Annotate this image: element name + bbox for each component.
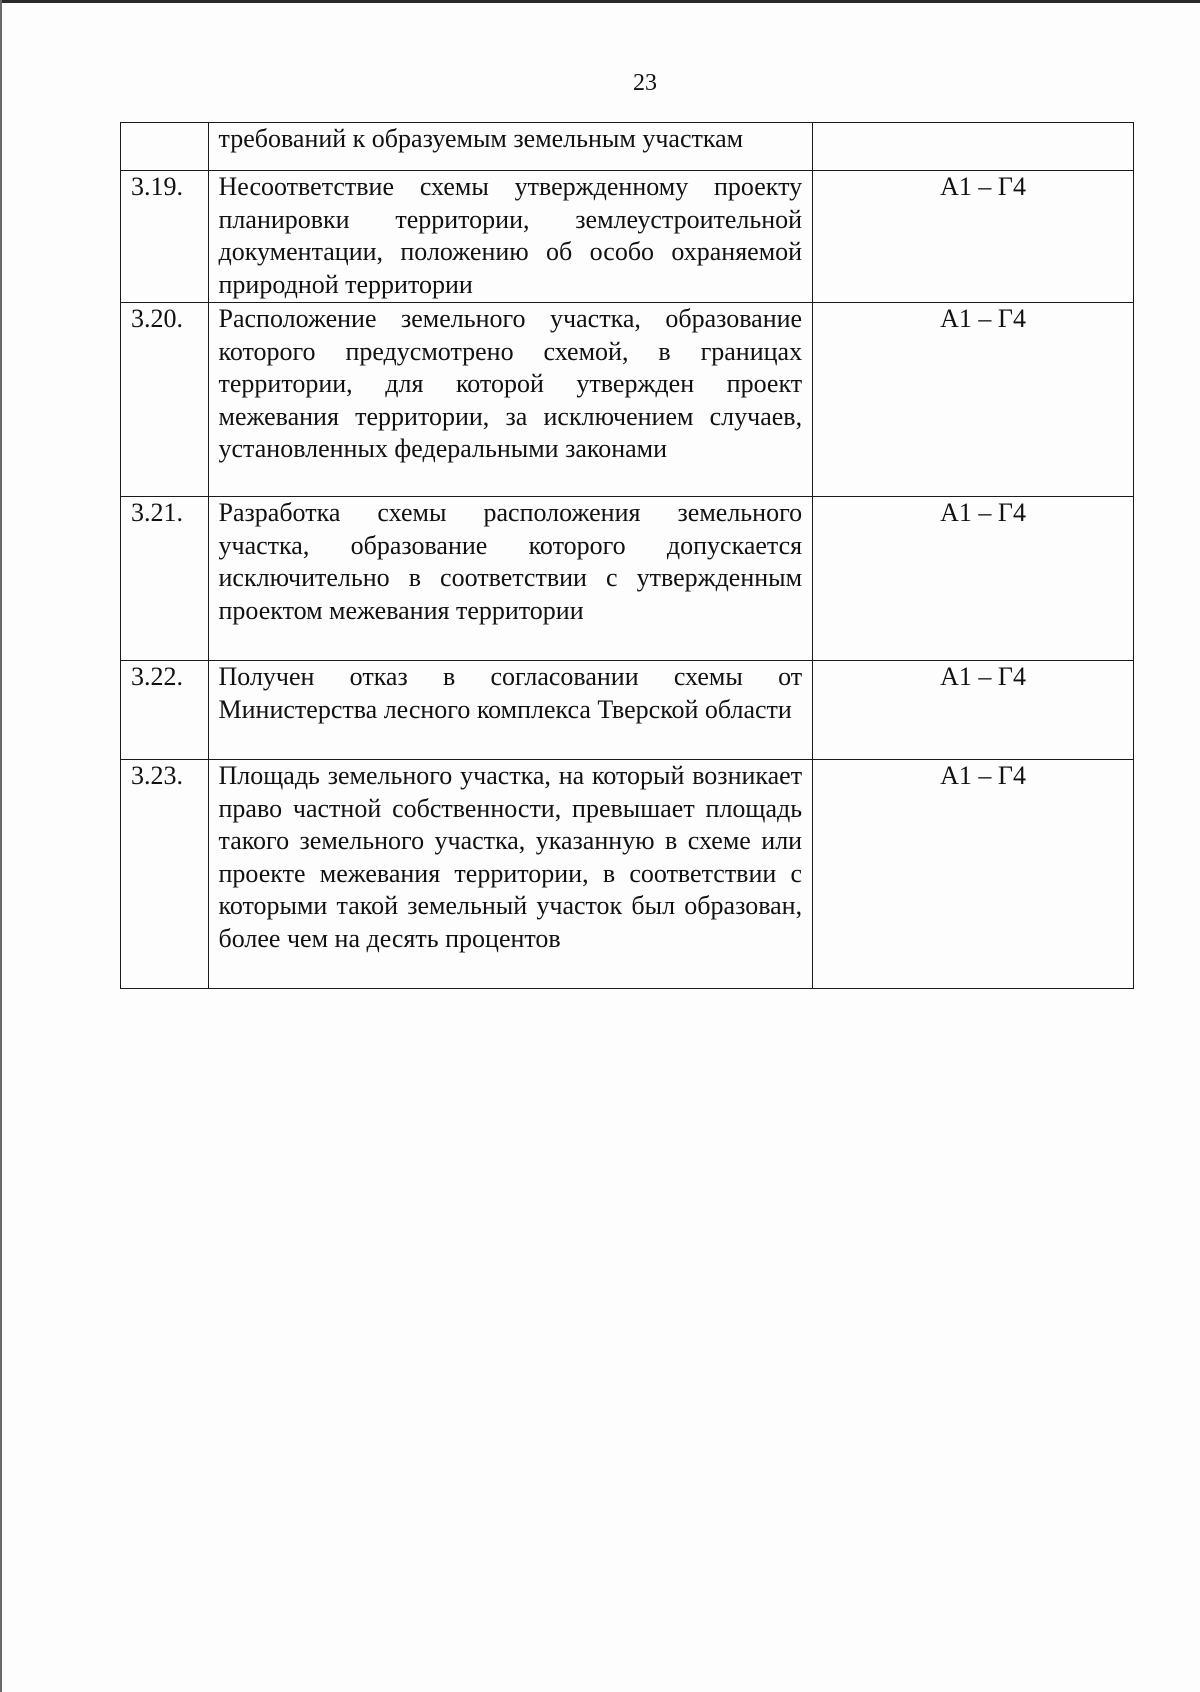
row-code — [813, 661, 1134, 760]
row-code-text: А1 – Г4 — [940, 172, 1026, 201]
row-code — [813, 760, 1134, 989]
row-description: Площадь земельного участка, на который возникает право частной собственности, превышает площадь такого земельного участка, указанную в схеме или проекте межевания территории, в соответствии с которыми такой земельный участок был образован, более чем на десять процентов — [208, 760, 813, 989]
row-description: требований к образуемым земельным участкам — [208, 123, 813, 171]
row-number: 3.21. — [121, 497, 209, 661]
table-row — [121, 661, 1134, 760]
scan-edge-top — [0, 0, 1200, 3]
row-code — [813, 303, 1134, 497]
page-number: 23 — [633, 70, 657, 96]
row-number: 3.20. — [121, 303, 209, 497]
row-number — [121, 123, 209, 171]
row-description: Расположение земельного участка, образование которого предусмотрено схемой, в границах территории, для которой утвержден проект межевания территории, за исключением случаев, установленных федеральными законами — [208, 303, 813, 497]
row-code — [813, 123, 1134, 171]
row-code-text: А1 – Г4 — [940, 304, 1026, 333]
row-number: 3.22. — [121, 661, 209, 760]
row-code — [813, 171, 1134, 303]
table-row — [121, 123, 1134, 171]
row-number: 3.19. — [121, 171, 209, 303]
row-code-text: А1 – Г4 — [940, 498, 1026, 527]
scan-edge-left — [0, 0, 2, 1692]
row-description: Разработка схемы расположения земельного участка, образование которого допускается исключительно в соответствии с утвержденным проектом межевания территории — [208, 497, 813, 661]
table-row — [121, 760, 1134, 989]
row-description: Получен отказ в согласовании схемы от Министерства лесного комплекса Тверской области — [208, 661, 813, 760]
table-row — [121, 497, 1134, 661]
row-code-text: А1 – Г4 — [940, 761, 1026, 790]
row-code-text: А1 – Г4 — [940, 662, 1026, 691]
row-code — [813, 497, 1134, 661]
criteria-table — [120, 122, 1134, 989]
row-description: Несоответствие схемы утвержденному проекту планировки территории, землеустроительной документации, положению об особо охраняемой природной территории — [208, 171, 813, 303]
table-row — [121, 303, 1134, 497]
table-row — [121, 171, 1134, 303]
row-number: 3.23. — [121, 760, 209, 989]
